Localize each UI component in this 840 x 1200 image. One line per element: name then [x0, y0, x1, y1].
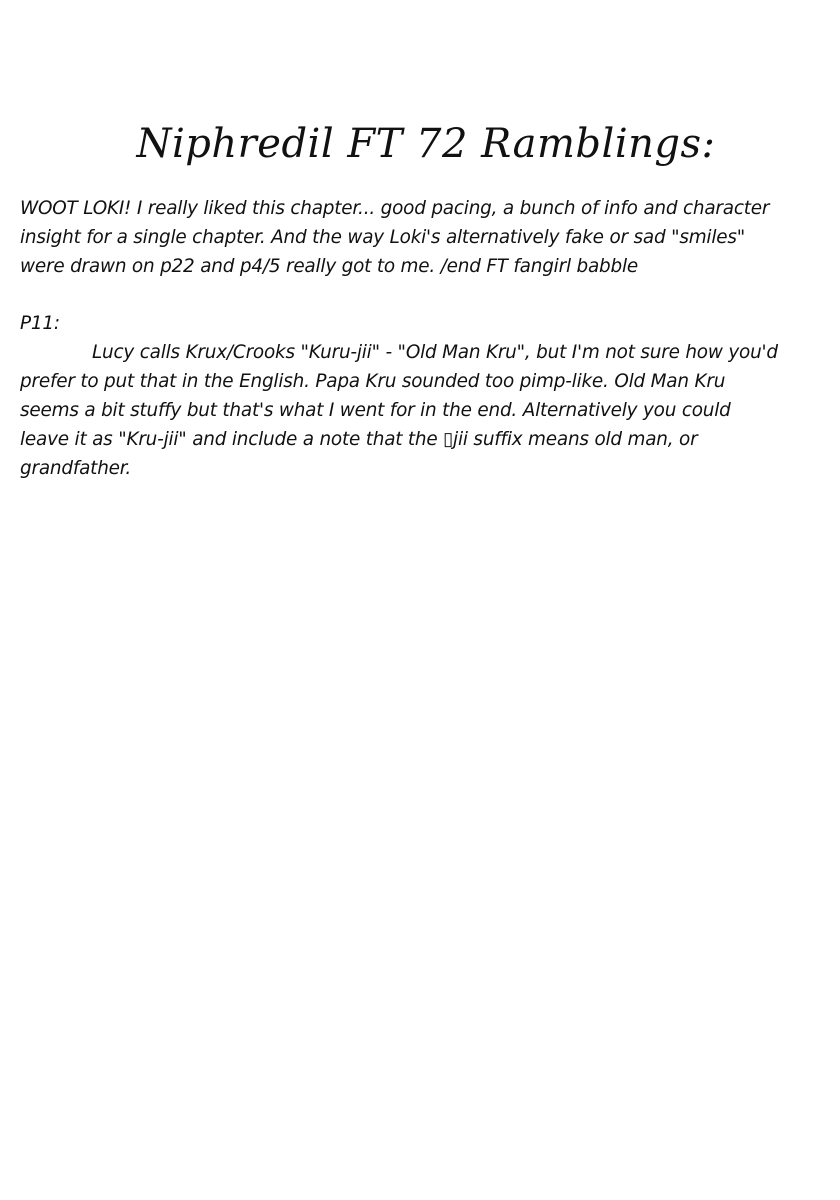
- intro-paragraph: [20, 194, 832, 281]
- text-line: Lucy calls Krux/Crooks "Kuru-jii" - "Old Man Kru", but I'm not sure how you'd: [92, 342, 778, 363]
- text-line: grandfather.: [20, 458, 132, 479]
- text-line: WOOT LOKI! I really liked this chapter... good pacing, a bunch of info and character: [20, 198, 770, 219]
- page-title: Niphredil FT 72 Ramblings:: [136, 121, 716, 167]
- text-line: leave it as "Kru-jii" and include a note that the ▯jii suffix means old man, or: [20, 429, 698, 450]
- text-line: seems a bit stuffy but that's what I went for in the end. Alternatively you could: [20, 400, 731, 421]
- text-line: were drawn on p22 and p4/5 really got to me. /end FT fangirl babble: [20, 256, 639, 277]
- note-heading-label: P11:: [20, 313, 60, 334]
- text-line: insight for a single chapter. And the way Loki's alternatively fake or sad "smiles": [20, 227, 746, 248]
- page-note-heading: [20, 309, 832, 338]
- page-note-paragraph: [20, 338, 832, 483]
- text-line: prefer to put that in the English. Papa Kru sounded too pimp-like. Old Man Kru: [20, 371, 726, 392]
